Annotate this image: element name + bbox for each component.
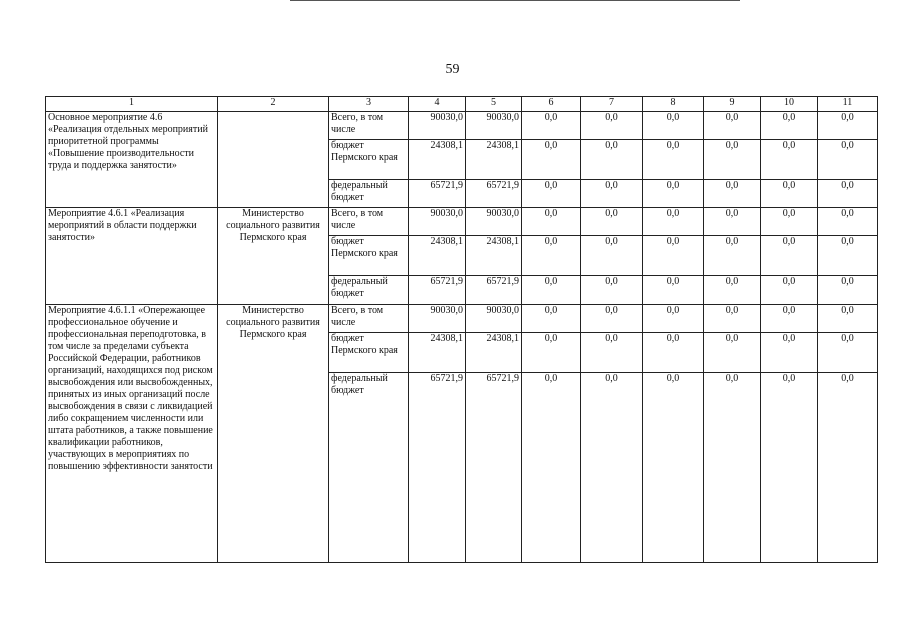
- col-header: 9: [704, 97, 761, 112]
- funding-source: бюджет Пермского края: [329, 140, 409, 180]
- value-cell: 0,0: [522, 112, 581, 140]
- value-cell: 0,0: [581, 333, 643, 373]
- table-row: [46, 208, 878, 236]
- value-cell: 0,0: [643, 333, 704, 373]
- funding-source: федеральный бюджет: [329, 276, 409, 305]
- value-cell: 65721,9: [466, 180, 522, 208]
- value-cell: 90030,0: [466, 208, 522, 236]
- value-cell: 0,0: [643, 373, 704, 563]
- value-cell: 0,0: [643, 305, 704, 333]
- value-cell: 24308,1: [409, 140, 466, 180]
- header-row: [46, 97, 878, 112]
- value-cell: 0,0: [818, 333, 878, 373]
- value-cell: 90030,0: [409, 112, 466, 140]
- top-border-line: [290, 0, 740, 1]
- value-cell: 0,0: [522, 236, 581, 276]
- value-cell: 0,0: [704, 180, 761, 208]
- value-cell: 0,0: [581, 305, 643, 333]
- value-cell: 0,0: [643, 208, 704, 236]
- value-cell: 0,0: [522, 180, 581, 208]
- value-cell: 90030,0: [409, 208, 466, 236]
- value-cell: 0,0: [818, 373, 878, 563]
- value-cell: 0,0: [704, 208, 761, 236]
- col-header: 5: [466, 97, 522, 112]
- funding-source: Всего, в том числе: [329, 208, 409, 236]
- event-name: Мероприятие 4.6.1 «Реализация мероприятий в области поддержки занятости»: [46, 208, 218, 305]
- col-header: 10: [761, 97, 818, 112]
- value-cell: 65721,9: [409, 180, 466, 208]
- value-cell: 0,0: [761, 112, 818, 140]
- value-cell: 0,0: [581, 140, 643, 180]
- value-cell: 0,0: [704, 140, 761, 180]
- value-cell: 0,0: [704, 112, 761, 140]
- value-cell: 0,0: [643, 140, 704, 180]
- value-cell: 0,0: [818, 180, 878, 208]
- value-cell: 0,0: [581, 236, 643, 276]
- value-cell: 24308,1: [409, 333, 466, 373]
- event-executor: Министерство социального развития Пермского края: [218, 305, 329, 563]
- value-cell: 0,0: [818, 140, 878, 180]
- value-cell: 0,0: [818, 112, 878, 140]
- budget-table: [45, 96, 878, 563]
- value-cell: 90030,0: [466, 305, 522, 333]
- value-cell: 0,0: [643, 236, 704, 276]
- page-number: 59: [445, 62, 460, 77]
- value-cell: 0,0: [761, 373, 818, 563]
- value-cell: 0,0: [704, 236, 761, 276]
- col-header: 4: [409, 97, 466, 112]
- col-header: 1: [46, 97, 218, 112]
- value-cell: 24308,1: [466, 333, 522, 373]
- value-cell: 90030,0: [409, 305, 466, 333]
- col-header: 2: [218, 97, 329, 112]
- value-cell: 0,0: [581, 180, 643, 208]
- funding-source: Всего, в том числе: [329, 305, 409, 333]
- event-executor: Министерство социального развития Пермского края: [218, 208, 329, 305]
- value-cell: 0,0: [643, 112, 704, 140]
- col-header: 7: [581, 97, 643, 112]
- value-cell: 65721,9: [409, 276, 466, 305]
- value-cell: 0,0: [522, 208, 581, 236]
- value-cell: 24308,1: [466, 236, 522, 276]
- funding-source: федеральный бюджет: [329, 373, 409, 563]
- value-cell: 0,0: [581, 208, 643, 236]
- value-cell: 0,0: [704, 373, 761, 563]
- funding-source: бюджет Пермского края: [329, 236, 409, 276]
- value-cell: 0,0: [761, 333, 818, 373]
- table-row: [46, 112, 878, 140]
- value-cell: 65721,9: [466, 373, 522, 563]
- value-cell: 65721,9: [409, 373, 466, 563]
- table-row: [46, 305, 878, 333]
- event-name: Мероприятие 4.6.1.1 «Опережающее профессиональное обучение и профессиональная переподготовка, в том числе за пределами субъекта Российской Федерации, работников организаций, находящихся под риском высвобождения или высвобожденных, принятых из иных организаций после высвобождения в связи с ликвидацией либо сокращением численности или штата работников, а также повышение квалификации работников, участвующих в мероприятиях по повышению эффективности занятости: [46, 305, 218, 563]
- value-cell: 0,0: [581, 373, 643, 563]
- value-cell: 24308,1: [466, 140, 522, 180]
- col-header: 8: [643, 97, 704, 112]
- value-cell: 0,0: [818, 276, 878, 305]
- col-header: 3: [329, 97, 409, 112]
- value-cell: 0,0: [761, 305, 818, 333]
- value-cell: 0,0: [704, 305, 761, 333]
- col-header: 11: [818, 97, 878, 112]
- value-cell: 0,0: [761, 236, 818, 276]
- value-cell: 0,0: [818, 208, 878, 236]
- value-cell: 0,0: [643, 180, 704, 208]
- value-cell: 0,0: [704, 276, 761, 305]
- value-cell: 0,0: [761, 140, 818, 180]
- value-cell: 0,0: [522, 276, 581, 305]
- value-cell: 24308,1: [409, 236, 466, 276]
- value-cell: 0,0: [761, 276, 818, 305]
- value-cell: 65721,9: [466, 276, 522, 305]
- value-cell: 0,0: [581, 112, 643, 140]
- value-cell: 0,0: [581, 276, 643, 305]
- funding-source: федеральный бюджет: [329, 180, 409, 208]
- value-cell: 0,0: [522, 140, 581, 180]
- value-cell: 0,0: [761, 180, 818, 208]
- col-header: 6: [522, 97, 581, 112]
- value-cell: 0,0: [761, 208, 818, 236]
- value-cell: 0,0: [818, 305, 878, 333]
- value-cell: 0,0: [643, 276, 704, 305]
- event-executor: [218, 112, 329, 208]
- value-cell: 0,0: [522, 333, 581, 373]
- value-cell: 90030,0: [466, 112, 522, 140]
- event-name: Основное мероприятие 4.6 «Реализация отдельных мероприятий приоритетной программы «Повышение производительности труда и поддержка занятости»: [46, 112, 218, 208]
- value-cell: 0,0: [818, 236, 878, 276]
- value-cell: 0,0: [522, 305, 581, 333]
- funding-source: бюджет Пермского края: [329, 333, 409, 373]
- funding-source: Всего, в том числе: [329, 112, 409, 140]
- value-cell: 0,0: [522, 373, 581, 563]
- value-cell: 0,0: [704, 333, 761, 373]
